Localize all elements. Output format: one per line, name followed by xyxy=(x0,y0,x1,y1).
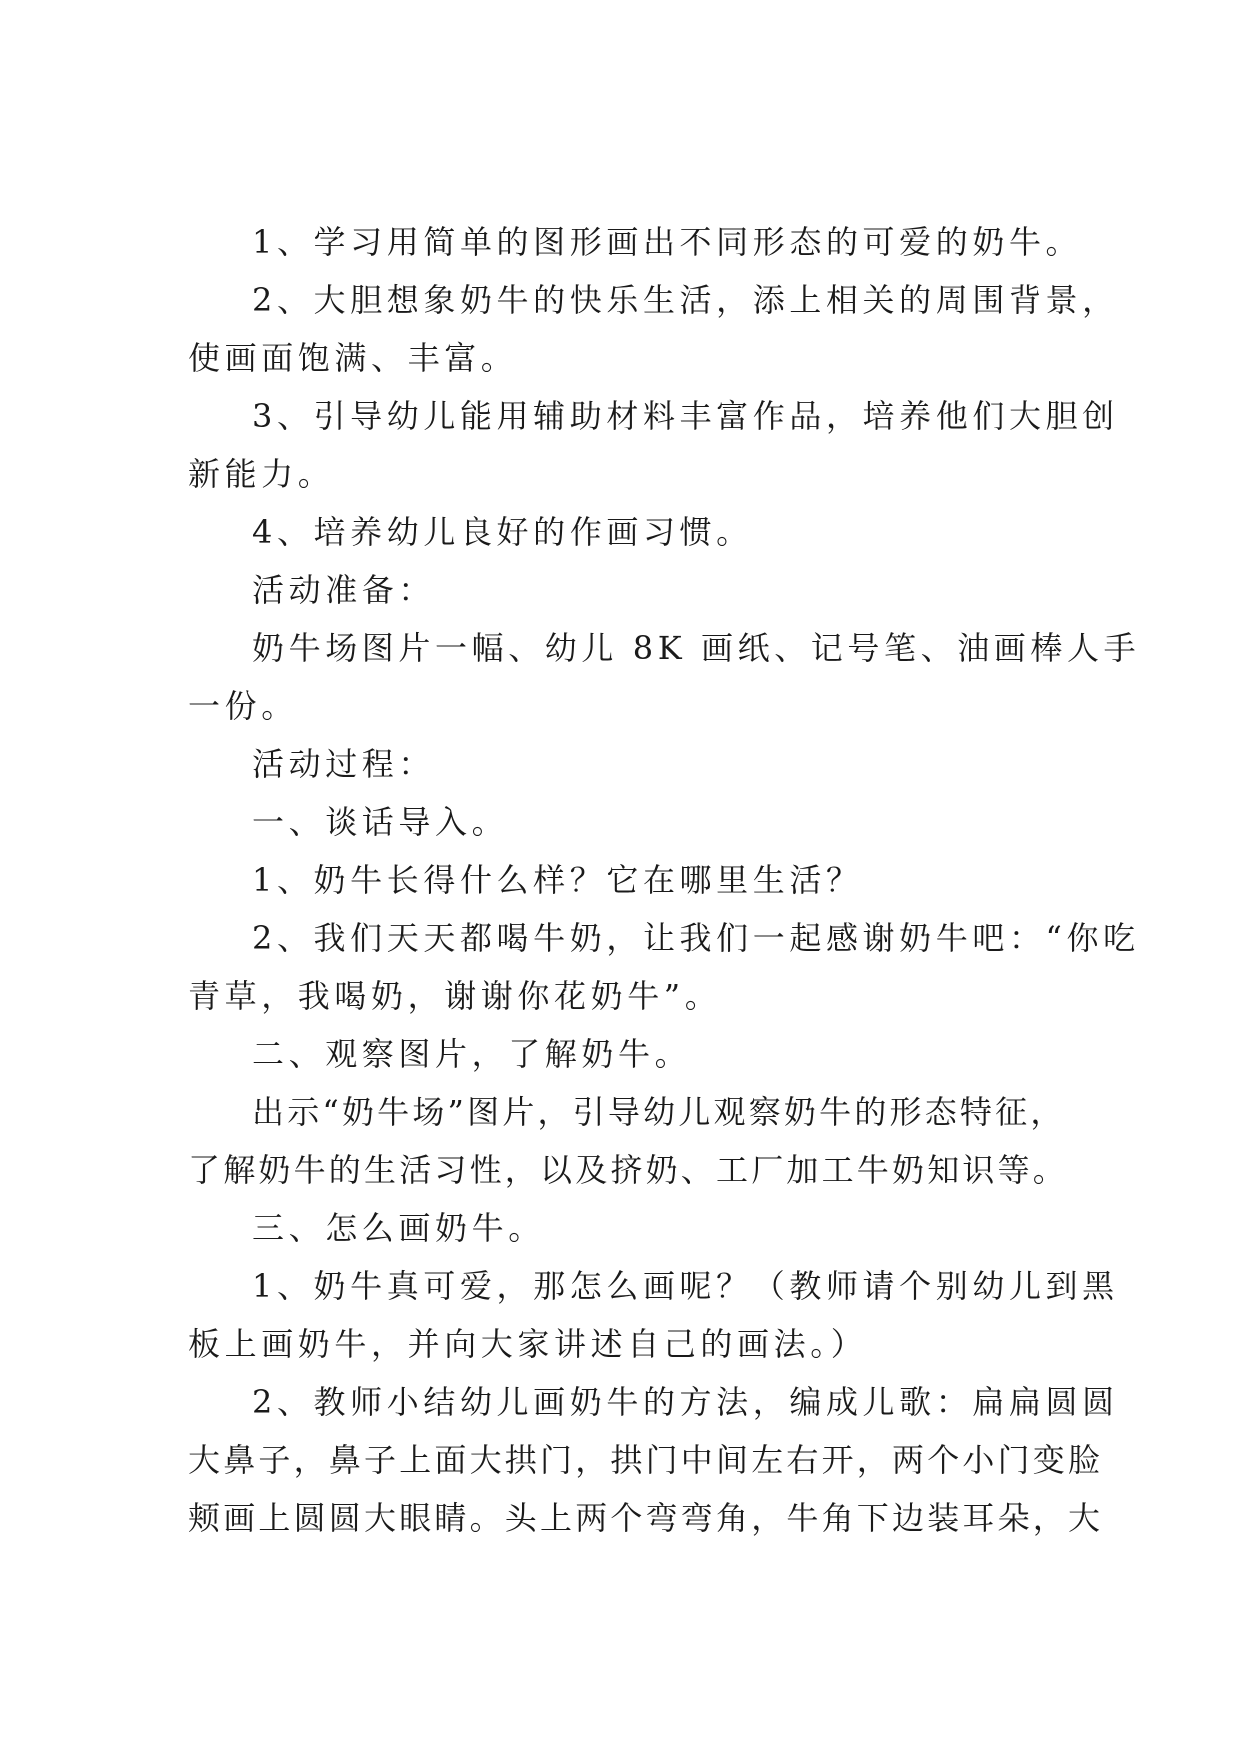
paragraph-line: 3、引导幼儿能用辅助材料丰富作品，培养他们大胆创 xyxy=(252,397,1119,435)
paragraph-line: 奶牛场图片一幅、幼儿 8K 画纸、记号笔、油画棒人手 xyxy=(252,629,1141,667)
paragraph-line: 了解奶牛的生活习性，以及挤奶、工厂加工牛奶知识等。 xyxy=(188,1151,1069,1189)
paragraph-line: 青草，我喝奶，谢谢你花奶牛”。 xyxy=(188,977,722,1015)
section-heading: 活动过程： xyxy=(252,745,436,783)
paragraph-line: 2、大胆想象奶牛的快乐生活，添上相关的周围背景， xyxy=(252,281,1119,319)
paragraph-line: 1、奶牛真可爱，那怎么画呢？（教师请个别幼儿到黑 xyxy=(252,1267,1119,1305)
paragraph-line: 2、我们天天都喝牛奶，让我们一起感谢奶牛吧：“你吃 xyxy=(252,919,1140,957)
paragraph-line: 使画面饱满、丰富。 xyxy=(188,339,518,377)
paragraph-line: 1、奶牛长得什么样？它在哪里生活？ xyxy=(252,861,863,899)
paragraph-line: 颊画上圆圆大眼睛。头上两个弯弯角，牛角下边装耳朵，大 xyxy=(188,1499,1104,1537)
section-heading: 一、谈话导入。 xyxy=(252,803,509,841)
paragraph-line: 2、教师小结幼儿画奶牛的方法，编成儿歌：扁扁圆圆 xyxy=(252,1383,1119,1421)
section-heading: 活动准备： xyxy=(252,571,436,609)
section-heading: 二、观察图片，了解奶牛。 xyxy=(252,1035,692,1073)
paragraph-line: 一份。 xyxy=(188,687,298,725)
section-heading: 三、怎么画奶牛。 xyxy=(252,1209,545,1247)
paragraph-line: 大鼻子，鼻子上面大拱门，拱门中间左右开，两个小门变脸 xyxy=(188,1441,1104,1479)
paragraph-line: 板上画奶牛，并向大家讲述自己的画法。） xyxy=(188,1325,868,1363)
paragraph-line: 出示“奶牛场”图片，引导幼儿观察奶牛的形态特征， xyxy=(252,1093,1066,1131)
paragraph-line: 1、学习用简单的图形画出不同形态的可爱的奶牛。 xyxy=(252,223,1083,261)
paragraph-line: 4、培养幼儿良好的作画习惯。 xyxy=(252,513,753,551)
paragraph-line: 新能力。 xyxy=(188,455,335,493)
